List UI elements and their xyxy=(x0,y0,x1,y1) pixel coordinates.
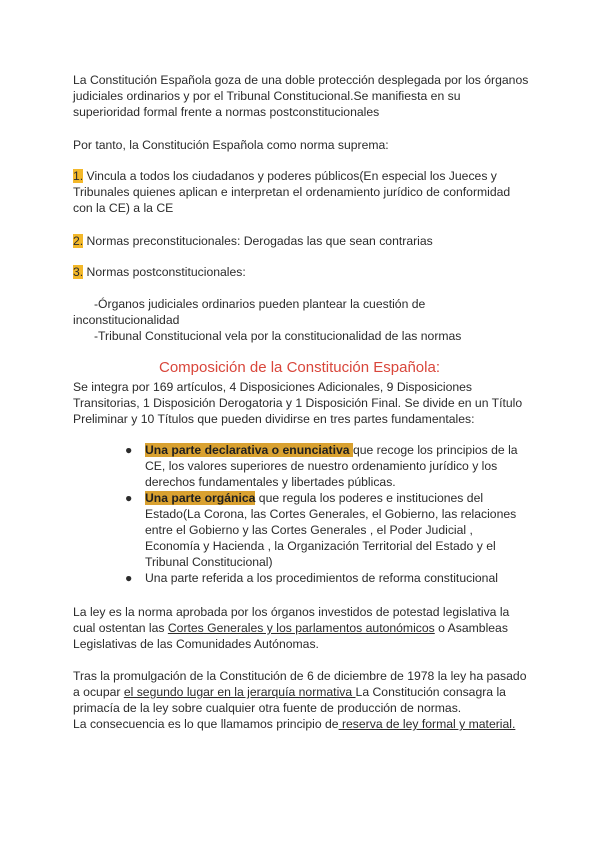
composicion-paragraph: Se integra por 169 artículos, 4 Disposiciones Adicionales, 9 Disposiciones Transitorias, 1 Disposición Derogatoria y 1 Disposición Final. Se divide en un Título Preliminar y 10 Títulos que pueden dividirse en tres partes fundamentales: xyxy=(73,380,523,426)
ley-paragraph: La ley es la norma aprobada por los órganos investidos de potestad legislativa la cual ostentan las Cortes Generales y los parlamentos autonómicos o Asambleas Legislativas de las Comunidades Autónomas. xyxy=(73,605,510,651)
tras-paragraph: Tras la promulgación de la Constitución de 6 de diciembre de 1978 la ley ha pasado a ocupar el segundo lugar en la jerarquía normativa La Constitución consagra la primacía de la ley sobre cualquier otra fuente de producción de normas. La consecuencia es lo que llamamos principio de reserva de ley formal y material. xyxy=(73,669,527,731)
parts-list xyxy=(73,442,523,586)
intro-paragraph: La Constitución Española goza de una doble protección desplegada por los órganos judiciales ordinarios y por el Tribunal Constitucional.Se manifiesta en su superioridad formal frente a normas postconstitucionales xyxy=(73,73,529,119)
item-3: 3. Normas postconstitucionales: xyxy=(73,265,246,279)
list-item: ● Una parte referida a los procedimientos de reforma constitucional xyxy=(125,571,498,585)
bullet-icon: ● xyxy=(125,443,133,457)
item-2: 2. Normas preconstitucionales: Derogadas las que sean contrarias xyxy=(73,234,433,248)
section-heading: Composición de la Constitución Española: xyxy=(159,359,440,376)
item-number: 1. xyxy=(73,169,84,183)
item-1: 1. Vincula a todos los ciudadanos y poderes públicos(En especial los Jueces y Tribunales quienes aplican e interpretan el ordenamiento jurídico de conformidad con la CE) a la CE xyxy=(73,169,511,215)
underlined-text: el segundo lugar en la jerarquía normativa xyxy=(123,685,356,699)
list-item: ● Una parte orgánica que regula los poderes e instituciones del Estado(La Corona, las Cortes Generales, el Gobierno, las relaciones entre el Gobierno y las Cortes Generales , el Poder Judicial , Economía y Hacienda , la Organización Territorial del Estado y el Tribunal Constitucional) xyxy=(125,491,517,569)
underlined-text: reserva de ley formal y material. xyxy=(338,717,516,731)
underlined-text: Cortes Generales y los parlamentos autonómicos xyxy=(167,621,435,635)
list-item: ● Una parte declarativa o enunciativa que recoge los principios de la CE, los valores superiores de nuestro ordenamiento jurídico y los derechos fundamentales y libertades públicas. xyxy=(125,443,518,489)
item-number: 2. xyxy=(73,234,84,248)
por-tanto-line: Por tanto, la Constitución Española como norma suprema: xyxy=(73,138,389,152)
sub-points: -Órganos judiciales ordinarios pueden plantear la cuestión de inconstitucionalidad -Tribunal Constitucional vela por la constitucionalidad de las normas xyxy=(73,297,462,343)
bullet-icon: ● xyxy=(125,571,133,585)
bullet-icon: ● xyxy=(125,491,133,505)
item-number: 3. xyxy=(73,265,84,279)
